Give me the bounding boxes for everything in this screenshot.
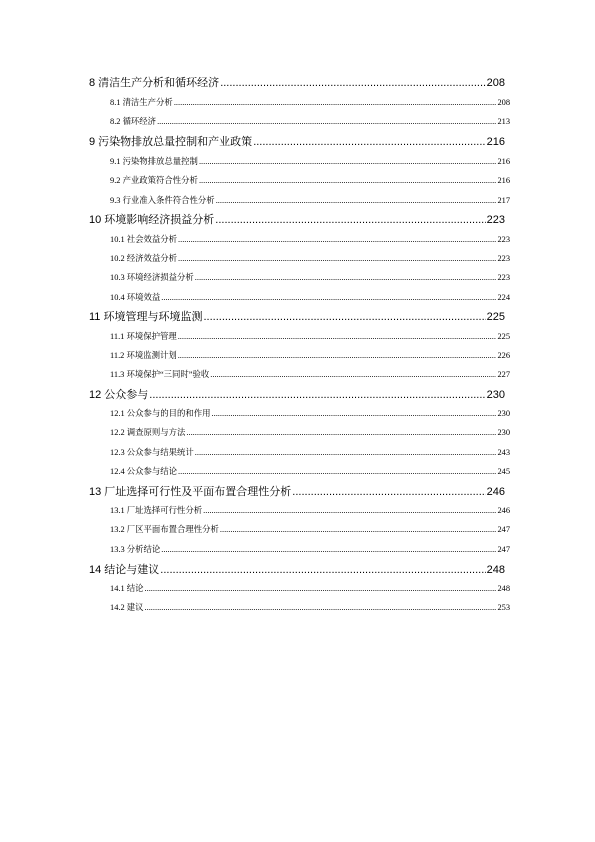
toc-entry-page: 223	[486, 214, 505, 226]
toc-leader-dots	[292, 486, 485, 498]
toc-entry-chapter-9[interactable]	[89, 133, 505, 149]
toc-leader-dots	[195, 273, 497, 282]
toc-entry-page: 253	[497, 603, 510, 612]
toc-leader-dots	[199, 176, 497, 185]
toc-entry-page: 246	[497, 506, 510, 515]
toc-entry-title: 9 污染物排放总量控制和产业政策	[89, 136, 253, 148]
toc-entry-section-10-2[interactable]	[110, 252, 510, 264]
toc-entry-page: 223	[497, 273, 510, 282]
toc-entry-section-10-3[interactable]	[110, 271, 510, 283]
toc-entry-section-8-2[interactable]	[110, 115, 510, 127]
toc-entry-page: 230	[497, 409, 510, 418]
toc-entry-page: 226	[497, 351, 510, 360]
toc-entry-title: 8.1 清洁生产分析	[110, 98, 173, 107]
toc-entry-chapter-10[interactable]	[89, 211, 505, 227]
toc-entry-title: 11 环境管理与环境监测	[89, 311, 203, 323]
toc-leader-dots	[174, 98, 497, 107]
toc-entry-title: 13.1 厂址选择可行性分析	[110, 506, 203, 515]
toc-entry-title: 11.2 环境监测计划	[110, 351, 177, 360]
toc-entry-page: 227	[497, 370, 510, 379]
toc-entry-section-12-3[interactable]	[110, 446, 510, 458]
toc-entry-section-9-3[interactable]	[110, 194, 510, 206]
toc-entry-title: 12.2 调查原则与方法	[110, 428, 186, 437]
toc-entry-chapter-13[interactable]	[89, 483, 505, 499]
toc-entry-title: 14.1 结论	[110, 584, 144, 593]
toc-entry-page: 208	[486, 77, 505, 89]
toc-entry-page: 223	[497, 254, 510, 263]
toc-entry-page: 248	[486, 564, 505, 576]
toc-entry-title: 13.2 厂区平面布置合理性分析	[110, 525, 219, 534]
toc-entry-title: 12 公众参与	[89, 389, 149, 401]
toc-leader-dots	[212, 409, 497, 418]
toc-leader-dots	[203, 506, 496, 515]
toc-entry-title: 10.2 经济效益分析	[110, 254, 177, 263]
toc-entry-chapter-12[interactable]	[89, 386, 505, 402]
toc-entry-section-13-2[interactable]	[110, 523, 510, 535]
toc-entry-section-10-4[interactable]	[110, 291, 510, 303]
toc-leader-dots	[199, 157, 497, 166]
toc-leader-dots	[178, 332, 497, 341]
toc-leader-dots	[145, 603, 497, 612]
toc-entry-chapter-8[interactable]	[89, 74, 505, 90]
toc-entry-title: 11.3 环境保护“三同时”验收	[110, 370, 210, 379]
toc-entry-section-13-1[interactable]	[110, 504, 510, 516]
toc-entry-title: 11.1 环境保护管理	[110, 332, 177, 341]
toc-entry-chapter-14[interactable]	[89, 561, 505, 577]
toc-entry-page: 223	[497, 235, 510, 244]
toc-entry-page: 230	[497, 428, 510, 437]
toc-entry-section-11-3[interactable]	[110, 368, 510, 380]
toc-entry-title: 8 清洁生产分析和循环经济	[89, 77, 220, 89]
toc-entry-title: 12.4 公众参与结论	[110, 467, 177, 476]
toc-entry-page: 216	[497, 157, 510, 166]
toc-leader-dots	[149, 389, 485, 401]
toc-entry-section-14-1[interactable]	[110, 582, 510, 594]
toc-leader-dots	[186, 428, 496, 437]
toc-entry-title: 13 厂址选择可行性及平面布置合理性分析	[89, 486, 292, 498]
toc-entry-page: 213	[497, 117, 510, 126]
toc-leader-dots	[220, 525, 497, 534]
toc-leader-dots	[220, 77, 485, 89]
toc-entry-section-11-1[interactable]	[110, 330, 510, 342]
toc-entry-title: 12.3 公众参与结果统计	[110, 448, 194, 457]
toc-entry-chapter-11[interactable]	[89, 308, 505, 324]
toc-entry-page: 247	[497, 525, 510, 534]
toc-leader-dots	[178, 254, 496, 263]
toc-leader-dots	[253, 136, 485, 148]
toc-entry-section-9-1[interactable]	[110, 155, 510, 167]
toc-entry-title: 8.2 循环经济	[110, 117, 157, 126]
toc-entry-section-11-2[interactable]	[110, 349, 510, 361]
toc-leader-dots	[161, 293, 496, 302]
toc-entry-page: 248	[497, 584, 510, 593]
toc-leader-dots	[157, 117, 496, 126]
toc-entry-section-14-2[interactable]	[110, 601, 510, 613]
toc-leader-dots	[160, 564, 485, 576]
toc-entry-title: 10.4 环境效益	[110, 293, 161, 302]
toc-entry-page: 224	[497, 293, 510, 302]
toc-entry-title: 13.3 分析结论	[110, 545, 161, 554]
toc-leader-dots	[145, 584, 497, 593]
toc-entry-page: 225	[486, 311, 505, 323]
toc-entry-page: 217	[497, 196, 510, 205]
toc-entry-section-10-1[interactable]	[110, 233, 510, 245]
toc-entry-title: 9.1 污染物排放总量控制	[110, 157, 198, 166]
toc-entry-title: 12.1 公众参与的目的和作用	[110, 409, 211, 418]
toc-entry-section-9-2[interactable]	[110, 174, 510, 186]
toc-entry-page: 243	[497, 448, 510, 457]
toc-leader-dots	[215, 214, 485, 226]
toc-entry-title: 9.2 产业政策符合性分析	[110, 176, 198, 185]
toc-entry-title: 9.3 行业准入条件符合性分析	[110, 196, 215, 205]
toc-entry-section-12-4[interactable]	[110, 465, 510, 477]
toc-entry-page: 247	[497, 545, 510, 554]
toc-entry-section-12-1[interactable]	[110, 407, 510, 419]
toc-entry-title: 10 环境影响经济损益分析	[89, 214, 215, 226]
toc-entry-page: 216	[486, 136, 505, 148]
toc-entry-title: 10.3 环境经济损益分析	[110, 273, 194, 282]
toc-entry-page: 245	[497, 467, 510, 476]
toc-entry-page: 230	[486, 389, 505, 401]
toc-leader-dots	[195, 448, 497, 457]
toc-entry-title: 10.1 社会效益分析	[110, 235, 177, 244]
toc-leader-dots	[203, 311, 485, 323]
toc-entry-section-12-2[interactable]	[110, 426, 510, 438]
toc-entry-page: 216	[497, 176, 510, 185]
toc-leader-dots	[178, 467, 496, 476]
toc-entry-title: 14 结论与建议	[89, 564, 160, 576]
toc-leader-dots	[210, 370, 496, 379]
toc-leader-dots	[161, 545, 496, 554]
toc-entry-title: 14.2 建议	[110, 603, 144, 612]
toc-leader-dots	[178, 235, 496, 244]
toc-entry-section-13-3[interactable]	[110, 543, 510, 555]
toc-leader-dots	[178, 351, 497, 360]
toc-entry-page: 208	[497, 98, 510, 107]
toc-entry-page: 246	[486, 486, 505, 498]
toc-entry-page: 225	[497, 332, 510, 341]
toc-leader-dots	[216, 196, 497, 205]
toc-entry-section-8-1[interactable]	[110, 96, 510, 108]
